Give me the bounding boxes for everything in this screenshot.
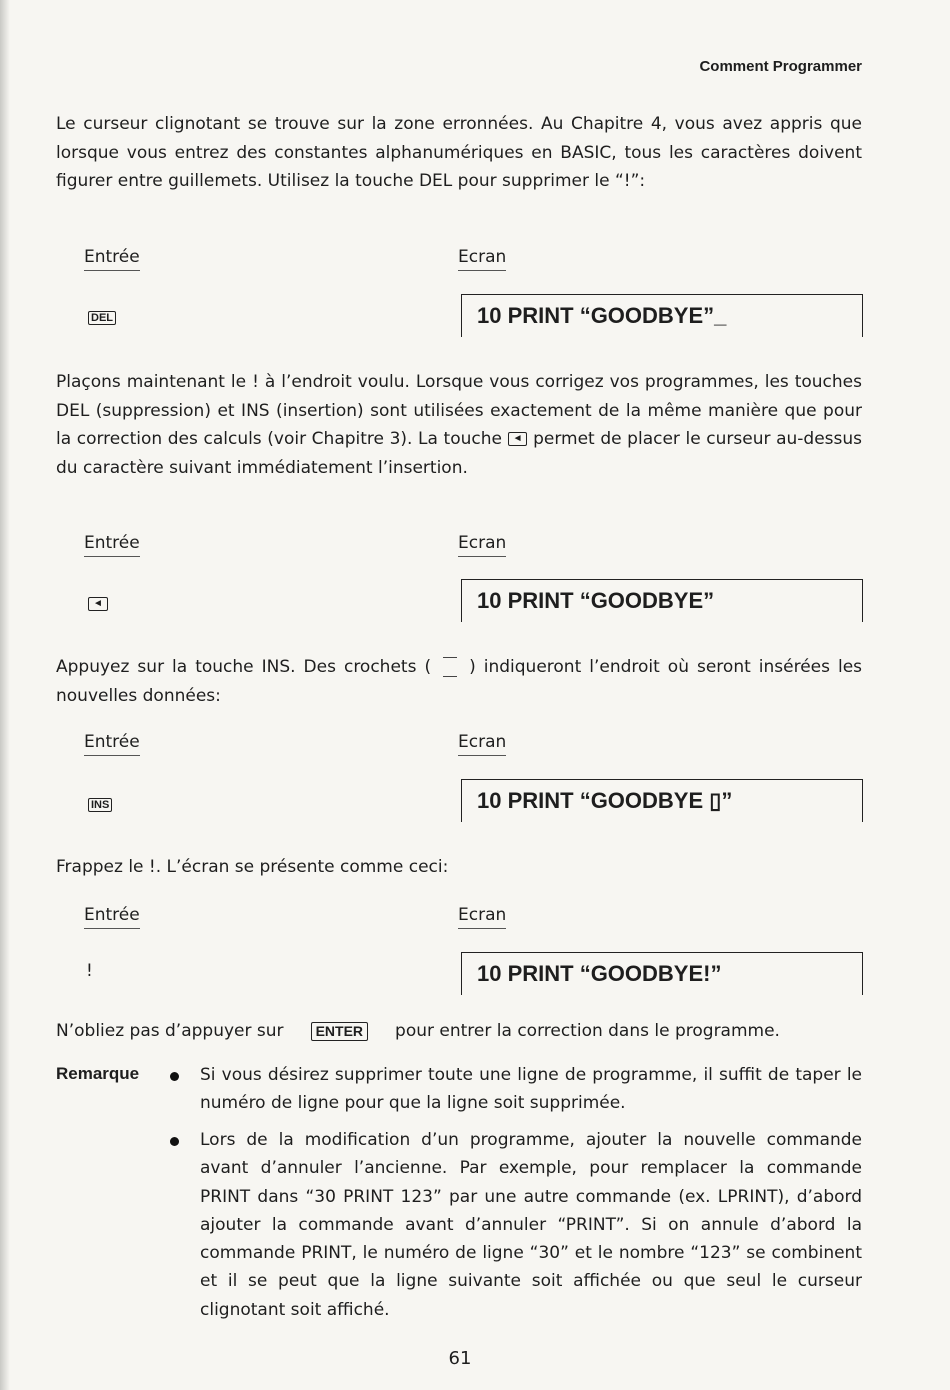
screen-display xyxy=(461,779,863,822)
screen-text: 10 PRINT “GOODBYE” xyxy=(477,588,715,613)
screen-text: 10 PRINT “GOODBYE”_ xyxy=(477,303,727,328)
screen-label: Ecran xyxy=(458,732,506,756)
bracket-symbol xyxy=(443,657,457,677)
paragraph-5 xyxy=(56,1017,862,1046)
paragraph-3-text-a: Appuyez sur la touche INS. Des crochets ( xyxy=(56,657,432,677)
running-header: Comment Programmer xyxy=(699,58,862,75)
screen-label: Ecran xyxy=(458,905,506,929)
left-arrow-key: ◄ xyxy=(508,432,528,446)
paragraph-5-text-a: N’obliez pas d’appuyer sur xyxy=(56,1021,284,1041)
screen-display xyxy=(461,952,863,995)
paragraph-3-text-b: ) indiqueront l’endroit où seront insérées les nouvelles données: xyxy=(56,657,863,706)
remark-label: Remarque xyxy=(56,1064,140,1083)
paragraph-2-text-a: Plaçons maintenant le ! à l’endroit voulu. Lorsque vous corrigez vos programmes, les touches DEL (suppression) et INS (insertion) sont utilisées exactement de la même manière que pour la correction des calculs (voir Chapitre 3). La touche xyxy=(56,372,862,449)
remark-bullet-2: Lors de la modification d’un programme, ajouter la nouvelle commande avant d’annuler l’ancienne. Par exemple, pour remplacer la commande PRINT dans “30 PRINT 123” par une autre commande (ex. LPRINT), d’abord ajouter la commande avant d’annuler “PRINT”. Si on annule d’abord la commande PRINT, le numéro de ligne “30” et le nombre “123” se combinent et il se peut que la ligne suivante soit affichée ou que seul le curseur clignotant soit affiché. xyxy=(200,1130,862,1320)
screen-label: Ecran xyxy=(458,533,506,557)
bullet-icon xyxy=(170,1072,179,1081)
paragraph-4: Frappez le !. L’écran se présente comme ceci: xyxy=(56,857,449,877)
input-label: Entrée xyxy=(84,732,140,756)
screen-display xyxy=(461,579,863,622)
page-number: 61 xyxy=(448,1348,472,1369)
input-label: Entrée xyxy=(84,533,140,557)
screen-label: Ecran xyxy=(458,247,506,271)
intro-paragraph: Le curseur clignotant se trouve sur la zone erronnées. Au Chapitre 4, vous avez appris que lorsque vous entrez des constantes alphanumériques en BASIC, tous les caractères doivent figurer entre guillemets. Utilisez la touche DEL pour supprimer le “!”: xyxy=(56,114,862,191)
remark-bullet-1: Si vous désirez supprimer toute une ligne de programme, il suffit de taper le numéro de ligne pour que la ligne soit supprimée. xyxy=(200,1065,862,1114)
screen-text: 10 PRINT “GOODBYE ▯” xyxy=(477,788,733,813)
ins-key: INS xyxy=(88,798,112,812)
exclamation-key: ! xyxy=(86,961,93,981)
screen-text: 10 PRINT “GOODBYE!” xyxy=(477,961,722,986)
screen-display xyxy=(461,294,863,337)
paragraph-5-text-b: pour entrer la correction dans le programme. xyxy=(395,1021,780,1041)
paragraph-2-text-b: permet de placer le curseur au-dessus du caractère suivant immédiatement l’insertion. xyxy=(56,429,863,478)
input-label: Entrée xyxy=(84,247,140,271)
paragraph-3 xyxy=(56,653,862,710)
input-label: Entrée xyxy=(84,905,140,929)
del-key: DEL xyxy=(88,311,116,325)
page-spine-shadow xyxy=(0,0,10,1390)
paragraph-2 xyxy=(56,368,862,482)
left-arrow-key: ◄ xyxy=(88,597,108,611)
bullet-icon xyxy=(170,1137,179,1146)
enter-key: ENTER xyxy=(311,1022,368,1041)
